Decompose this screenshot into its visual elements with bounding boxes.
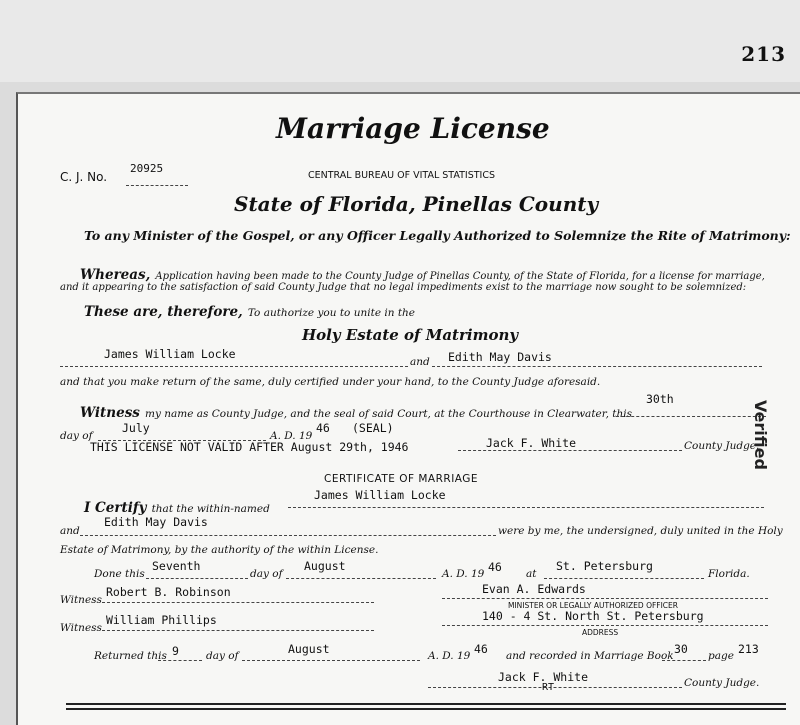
bride-line: [432, 366, 762, 367]
cj-number-line: [126, 185, 188, 186]
returned-day-line: [158, 660, 202, 661]
witness1-line: [102, 602, 374, 603]
bottom-rule-1: [66, 703, 786, 705]
whereas-text-2: and it appearing to the satisfaction of said County Judge that no legal impediments exist to the marriage now sought to be solemnized:: [60, 282, 747, 293]
cj-number-value: 20925: [130, 162, 164, 175]
cj-number-label: C. J. No.: [60, 170, 108, 184]
certificate-heading: CERTIFICATE OF MARRIAGE: [324, 473, 479, 485]
bottom-rule-2: [66, 708, 786, 710]
cert-bride-name: Edith May Davis: [104, 515, 208, 529]
returned-year: 46: [474, 642, 488, 656]
witness1-label: Witness: [60, 594, 102, 606]
done-month-line: [286, 578, 436, 579]
validity-note: THIS LICENSE NOT VALID AFTER August 29th, 1946: [90, 440, 409, 454]
witness-line: [80, 402, 632, 421]
groom-name: James William Locke: [104, 347, 236, 361]
book-line: [662, 660, 706, 661]
returned-month-line: [242, 660, 420, 661]
returned-day-of: day of: [206, 650, 239, 662]
final-judge-initials: RT: [542, 682, 555, 693]
book-number: 30: [674, 642, 688, 656]
done-day-of: day of: [250, 568, 283, 580]
license-judge-name: Jack F. White: [486, 436, 577, 450]
and-word: and: [410, 356, 430, 368]
page-value: 213: [738, 642, 759, 656]
ad-label: A. D. 19: [270, 430, 313, 442]
done-year: 46: [488, 560, 502, 574]
cert-groom-line: [288, 507, 764, 508]
these-word: These are, therefore,: [84, 304, 243, 320]
witness1-name: Robert B. Robinson: [106, 585, 231, 599]
returned-label: Returned this: [94, 650, 167, 662]
done-label: Done this: [94, 568, 145, 580]
officer-line: [442, 598, 768, 599]
returned-month: August: [288, 642, 330, 656]
state-county-heading: State of Florida, Pinellas County: [234, 192, 599, 216]
witness-text: my name as County Judge, and the seal of said Court, at the Courthouse in Clearwater, this: [145, 408, 633, 420]
holy-estate-heading: Holy Estate of Matrimony: [302, 326, 519, 344]
recorded-text: and recorded in Marriage Book: [506, 650, 674, 662]
address-line: To any Minister of the Gospel, or any Officer Legally Authorized to Solemnize the Rite of Matrimony:: [84, 228, 791, 243]
done-ad-label: A. D. 19: [442, 568, 485, 580]
marriage-license-form: [16, 92, 800, 725]
seal-mark: (SEAL): [352, 421, 394, 435]
place-line: [544, 578, 704, 579]
document-title: Marriage License: [276, 112, 550, 145]
these-text: To authorize you to unite in the: [247, 307, 416, 319]
day-of-label: day of: [60, 430, 93, 442]
returned-day: 9: [172, 644, 179, 658]
license-month: July: [122, 421, 150, 435]
returned-ad-label: A. D. 19: [428, 650, 471, 662]
officer-caption: MINISTER OR LEGALLY AUTHORIZED OFFICER: [508, 601, 678, 610]
verified-stamp: Verified: [751, 400, 770, 470]
judge-line: [458, 450, 682, 451]
page-label: page: [708, 650, 734, 662]
at-label: at: [526, 568, 537, 580]
final-judge-title: County Judge.: [684, 677, 760, 689]
license-year: 46: [316, 421, 330, 435]
whereas-word: Whereas,: [80, 267, 151, 283]
day-line: [616, 416, 766, 417]
witness2-line: [102, 630, 374, 631]
united-text: were by me, the undersigned, duly united in the Holy: [498, 525, 783, 537]
authority-text: Estate of Matrimony, by the authority of the within License.: [60, 544, 379, 556]
final-judge-line: [428, 687, 682, 688]
bride-name: Edith May Davis: [448, 350, 552, 364]
groom-line: [60, 366, 408, 367]
officer-address: 140 - 4 St. North St. Petersburg: [482, 609, 704, 623]
final-judge-name: Jack F. White: [498, 670, 589, 684]
previous-page-strip: [0, 0, 800, 82]
license-day: 30th: [646, 392, 674, 406]
certify-line: [84, 497, 270, 516]
certify-text: that the within-named: [151, 503, 270, 515]
done-month: August: [304, 559, 346, 573]
address-line: [442, 625, 768, 626]
place: St. Petersburg: [556, 559, 653, 573]
certify-word: I Certify: [84, 500, 147, 516]
cert-bride-line: [80, 535, 496, 536]
return-text: and that you make return of the same, duly certified under your hand, to the County Judge aforesaid.: [60, 376, 601, 388]
witness-word: Witness: [80, 405, 140, 421]
bureau-name: CENTRAL BUREAU OF VITAL STATISTICS: [308, 170, 496, 181]
license-judge-title: County Judge.: [684, 440, 760, 452]
cert-and-word: and: [60, 525, 80, 537]
done-day: Seventh: [152, 559, 201, 573]
address-caption: ADDRESS: [582, 628, 619, 637]
whereas-line: [80, 264, 765, 283]
whereas-text-1: Application having been made to the County Judge of Pinellas County, of the State of Florida, for a license for marriage,: [155, 271, 765, 282]
page-number: 213: [741, 42, 786, 66]
these-line: [84, 301, 415, 320]
florida-suffix: Florida.: [708, 568, 750, 580]
witness2-name: William Phillips: [106, 613, 217, 627]
officer-name: Evan A. Edwards: [482, 582, 586, 596]
done-day-line: [146, 578, 248, 579]
witness2-label: Witness: [60, 622, 102, 634]
cert-groom-name: James William Locke: [314, 488, 446, 502]
